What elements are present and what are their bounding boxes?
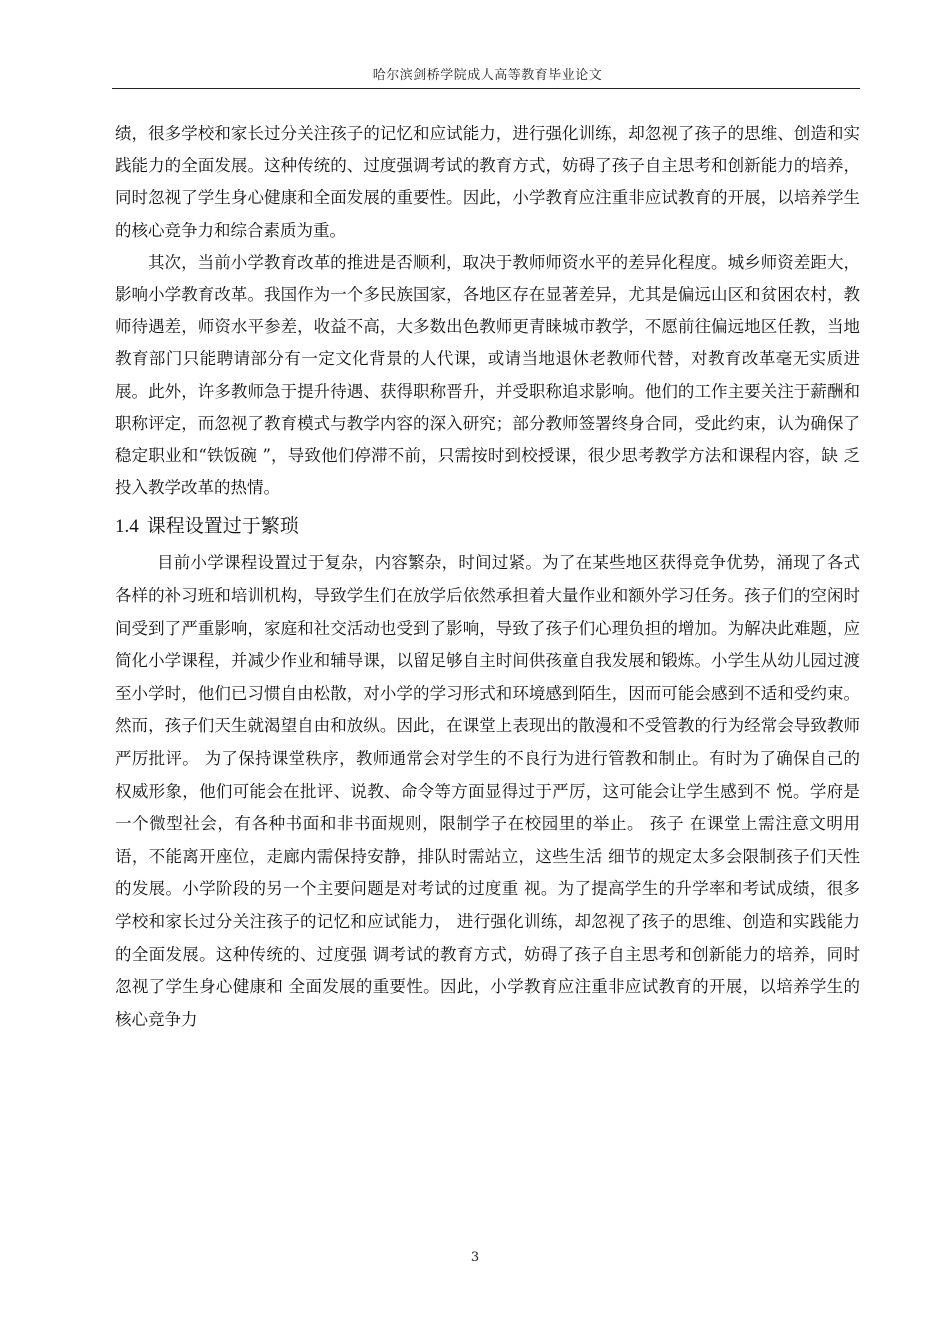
paragraph-curriculum: 目前小学课程设置过于复杂，内容繁杂，时间过紧。为了在某些地区获得竞争优势，涌现了各式各样的补习班和培训机构，导致学生们在放学后依然承担着大量作业和额外学习任务。孩子们的空闲时间受到了严重影响，家庭和社交活动也受到了影响，导致了孩子们心理负担的增加。为解决此难题，应简化小学课程，并减少作业和辅导课，以留足够自主时间供孩童自我发展和锻炼。小学生从幼儿园过渡至小学时，他们已习惯自由松散，对小学的学习形式和环境感到陌生，因而可能会感到不适和受约束。然而，孩子们天生就渴望自由和放纵。因此，在课堂上表现出的散漫和不受管教的行为经常会导致教师严厉批评。 为了保持课堂秩序，教师通常会对学生的不良行为进行管教和制止。有时为了确保自己的 权威形象，他们可能会在批评、说教、命令等方面显得过于严厉，这可能会让学生感到不 悦。学府是一个微型社会，有各种书面和非书面规则，限制学子在校园里的举止。 孩子 在课堂上需注意文明用语，不能离开座位，走廊内需保持安静，排队时需站立，这些生活 细节的规定太多会限制孩子们天性的发展。小学阶段的另一个主要问题是对考试的过度重 视。为了提高学生的升学率和考试成绩，很多学校和家长过分关注孩子的记忆和应试能力， 进行强化训练，却忽视了孩子的思维、创造和实践能力的全面发展。这种传统的、过度强 调考试的教育方式，妨碍了孩子自主思考和创新能力的培养，同时忽视了学生身心健康和 全面发展的重要性。因此，小学教育应注重非应试教育的开展，以培养学生的核心竞争力 — [115, 553, 860, 1029]
running-header: 哈尔滨剑桥学院成人高等教育毕业论文 — [372, 68, 603, 83]
header-divider — [112, 88, 860, 89]
section-heading — [115, 508, 860, 545]
paragraph-continued: 绩，很多学校和家长过分关注孩子的记忆和应试能力，进行强化训练，却忽视了孩子的思维、创造和实践能力的全面发展。这种传统的、过度强调考试的教育方式，妨碍了孩子自主思考和创新能力的培养，同时忽视了学生身心健康和全面发展的重要性。因此，小学教育应注重非应试教育的开展，以培养学生的核心竞争力和综合素质为重。 — [115, 124, 860, 240]
section-number: 1.4 — [115, 516, 139, 538]
page-number: 3 — [470, 1250, 480, 1265]
paragraph-teacher-quality: 其次，当前小学教育改革的推进是否顺利，取决于教师师资水平的差异化程度。城乡师资差距大，影响小学教育改革。我国作为一个多民族国家，各地区存在显著差异，尤其是偏远山区和贫困农村，教师待遇差，师资水平参差，收益不高，大多数出色教师更青睐城市教学，不愿前往偏远地区任教，当地教育部门只能聘请部分有一定文化背景的人代课，或请当地退休老教师代替，对教育改革毫无实质进展。此外，许多教师急于提升待遇、获得职称晋升，并受职称追求影响。他们的工作主要关注于薪酬和职称评定，而忽视了教育模式与教学内容的深入研究；部分教师签署终身合同，受此约束，认为确保了稳定职业和“铁饭碗 ”，导致他们停滞不前，只需按时到校授课，很少思考教学方法和课程内容，缺 乏投入教学改革的热情。 — [115, 252, 860, 498]
document-body — [115, 118, 860, 1036]
section-title: 课程设置过于繁琐 — [146, 515, 299, 538]
